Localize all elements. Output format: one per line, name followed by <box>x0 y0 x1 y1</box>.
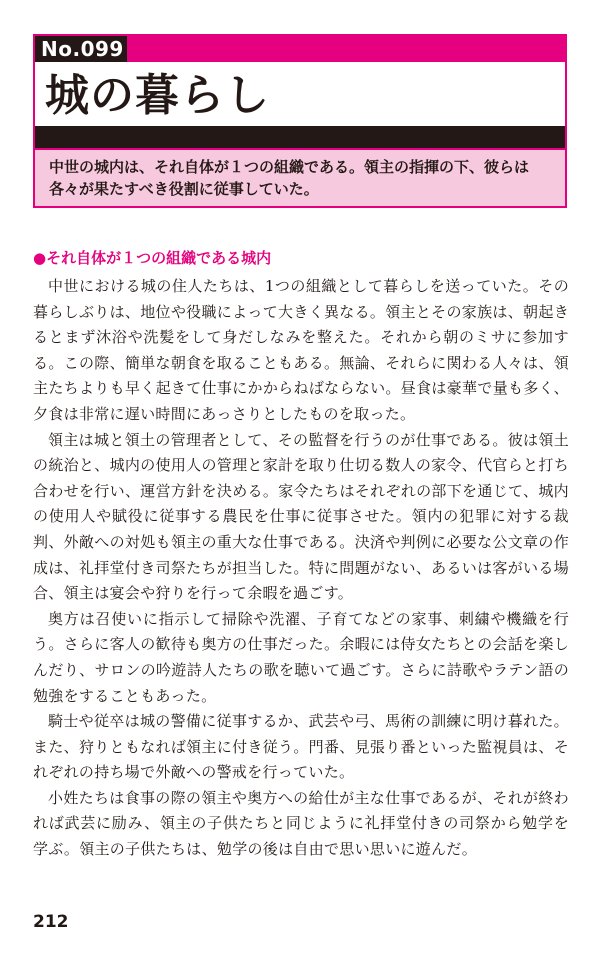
article-number: No.099 <box>35 36 127 62</box>
article-header <box>33 34 567 150</box>
paragraph: 騎士や従卒は城の警備に従事するか、武芸や弓、馬術の訓練に明け暮れた。また、狩りともなれば領主に付き従う。門番、見張り番といった監視員は、それぞれの持ち場で外敵への警戒を行っていた。 <box>33 712 569 782</box>
summary-box: 中世の城内は、それ自体が１つの組織である。領主の指揮の下、彼らは各々が果たすべき役割に従事していた。 <box>33 150 567 208</box>
body-text <box>33 274 569 863</box>
paragraph: 領主は城と領土の管理者として、その監督を行うのが仕事である。彼は領土の統治と、城内の使用人の管理と家計を取り仕切る数人の家令、代官らと打ち合わせを行い、運営方針を決める。家令たちはそれぞれの部下を通じて、城内の使用人や賦役に従事する農民を仕事に従事させた。領内の犯罪に対する裁判、外敵への対処も領主の重大な仕事である。決済や判例に必要な公文章の作成は、礼拝堂付き司祭たちが担当した。特に問題がない、あるいは客がいる場合、領主は宴会や狩りを行って余暇を過ごす。 <box>33 430 569 603</box>
section-heading: ●それ自体が１つの組織である城内 <box>33 249 272 267</box>
paragraph: 奥方は召使いに指示して掃除や洗濯、子育てなどの家事、刺繍や機織を行う。さらに客人の歓待も奥方の仕事だった。余暇には侍女たちとの会話を楽しんだり、サロンの吟遊詩人たちの歌を聴いて過ごす。さらに詩歌やラテン語の勉強をすることもあった。 <box>33 609 569 705</box>
paragraph: 小姓たちは食事の際の領主や奥方への給仕が主な仕事であるが、それが終われば武芸に励み、領主の子供たちと同じように礼拝堂付きの司祭から勉学を学ぶ。領主の子供たちは、勉学の後は自由で思い思いに遊んだ。 <box>33 788 569 859</box>
page-title: 城の暮らし <box>45 70 270 121</box>
paragraph: 中世における城の住人たちは、1つの組織として暮らしを送っていた。その暮らしぶりは、地位や役職によって大きく異なる。領主とその家族は、朝起きるとまず沐浴や洗髪をして身だしなみを整えた。それから朝のミサに参加する。この際、簡単な朝食を取ることもある。無論、それらに関わる人々は、領主たちよりも早く起きて仕事にかからねばならない。昼食は豪華で量も多く、夕食は非常に遅い時間にあっさりとしたものを取った。 <box>33 277 569 423</box>
page-number: 212 <box>33 912 69 932</box>
header-divider-bar <box>35 126 565 148</box>
